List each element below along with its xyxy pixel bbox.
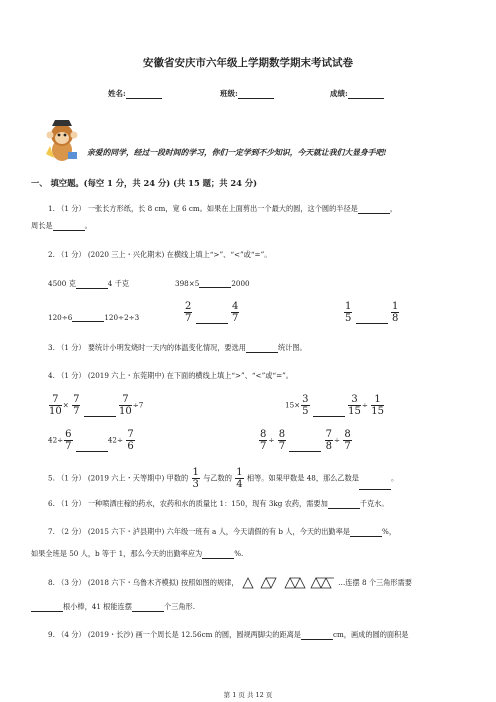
q4-item-d: $\frac{8}{7}$ ÷ $\frac{8}{7}$ $\frac{7}{8}$ ÷ $\frac{8}{7}$	[260, 429, 351, 452]
question-3: 3. （1 分） 要统计小明发烧时一天内的体温变化情况，要选用 统计图。	[48, 343, 307, 352]
q4-blank-4[interactable]	[289, 444, 321, 452]
question-8-cont: 根小棒，41 根能连摆 个三角形.	[31, 602, 195, 612]
name-field[interactable]	[108, 88, 162, 99]
q2-blank-1[interactable]	[76, 281, 108, 289]
question-6: 6. （1 分） 一种喷洒庄稼的药水，农药和水的质量比 1：150，现有 3kg 农药，需要加 千克水。	[48, 499, 389, 508]
q4-item-a: $\frac{7}{10}$ × $\frac{7}{7}$ $\frac{7}{10}$ ÷7	[49, 394, 144, 417]
score-field[interactable]	[330, 88, 384, 99]
q2-row-2a: 120÷6 120÷2÷3	[48, 313, 140, 322]
question-4: 4. （1 分） (2019 六上・东莞期中) 在下面的横线上填上“>”、“<”或“=”。	[48, 371, 293, 380]
q3-blank[interactable]	[246, 345, 278, 353]
class-field[interactable]	[220, 88, 274, 99]
score-blank[interactable]	[348, 90, 384, 99]
q9-blank[interactable]	[301, 632, 333, 640]
page-footer: 第 1 页 共 12 页	[223, 691, 273, 699]
class-label: 班级:	[220, 89, 238, 98]
question-7-cont: 如果全班是 50 人，b 等于 1，那么今天的出勤率应为 %.	[31, 549, 244, 558]
q4-item-b: 15× $\frac{3}{5}$ $\frac{3}{15}$ ÷ $\frac{1}{15}$	[285, 394, 384, 417]
q2-row-2c: $\frac{1}{5}$ $\frac{1}{8}$	[345, 301, 399, 324]
q5-blank[interactable]	[359, 482, 391, 490]
question-5: 5. （1 分） (2019 六上・天等期中) 甲数的 $\frac{1}{3}$ 与乙数的 $\frac{1}{4}$ 相等。如果甲数是 48，那么乙数是 。	[48, 467, 399, 490]
class-blank[interactable]	[238, 90, 274, 99]
name-blank[interactable]	[126, 90, 162, 99]
q4-item-c: 42÷ $\frac{6}{7}$ 42÷ $\frac{7}{6}$	[48, 429, 134, 452]
q8-blank-2[interactable]	[132, 604, 164, 612]
intro-text: 亲爱的同学，经过一段时间的学习，你们一定学到不少知识，今天就让我们大显身手吧!	[87, 148, 387, 157]
triangle-pattern-icon	[241, 577, 336, 589]
q1-blank-1[interactable]	[358, 206, 390, 214]
page-title: 安徽省安庆市六年级上学期数学期末考试试卷	[143, 57, 353, 69]
q2-row-2b: $\frac{2}{7}$ $\frac{4}{7}$	[185, 301, 239, 324]
q7-blank-1[interactable]	[350, 529, 382, 537]
mascot-monkey-icon	[38, 116, 86, 164]
q2-blank-4[interactable]	[196, 316, 228, 324]
q4-blank-1[interactable]	[84, 409, 116, 417]
question-9: 9. （4 分） (2019・长沙) 画一个周长是 12.56cm 的圆，圆规两脚尖的距离是 cm，画成的圆的面积是	[48, 630, 409, 639]
score-label: 成绩:	[330, 89, 348, 98]
question-2: 2. （1 分） (2020 三上・兴化期末) 在横线上填上“>”、“<”或“=”。	[48, 250, 272, 259]
q4-blank-3[interactable]	[76, 444, 108, 452]
section-1-heading: 一、 填空题。(每空 1 分，共 24 分) (共 15 题；共 24 分)	[31, 178, 258, 188]
question-8: 8. （3 分） (2018 六下・乌鲁木齐模拟) 按照如图的规律， …连摆 8 个三角形需要	[48, 578, 412, 587]
q2-blank-5[interactable]	[356, 316, 388, 324]
q4-blank-2[interactable]	[313, 409, 345, 417]
name-label: 姓名:	[108, 89, 126, 98]
question-7: 7. （2 分） (2015 六下・泸县期中) 六年级一班有 a 人，今天请假的有 b 人，今天的出勤率是 %，	[48, 527, 397, 536]
q6-blank[interactable]	[328, 501, 360, 509]
q1-blank-2[interactable]	[53, 223, 85, 231]
q2-row-1b: 398×5 2000	[175, 279, 250, 288]
q2-row-1a: 4500 克 4 千克	[48, 279, 129, 288]
question-1-cont: 周长是 。	[31, 221, 92, 230]
q7-blank-2[interactable]	[202, 551, 234, 559]
question-1: 1. （1 分） 一张长方形纸，长 8 cm，宽 6 cm。如果在上面剪出一个最大的圆，这个圆的半径是 ，	[48, 204, 398, 213]
q2-blank-2[interactable]	[199, 280, 231, 288]
q8-blank-1[interactable]	[31, 604, 63, 612]
q2-blank-3[interactable]	[72, 314, 104, 322]
